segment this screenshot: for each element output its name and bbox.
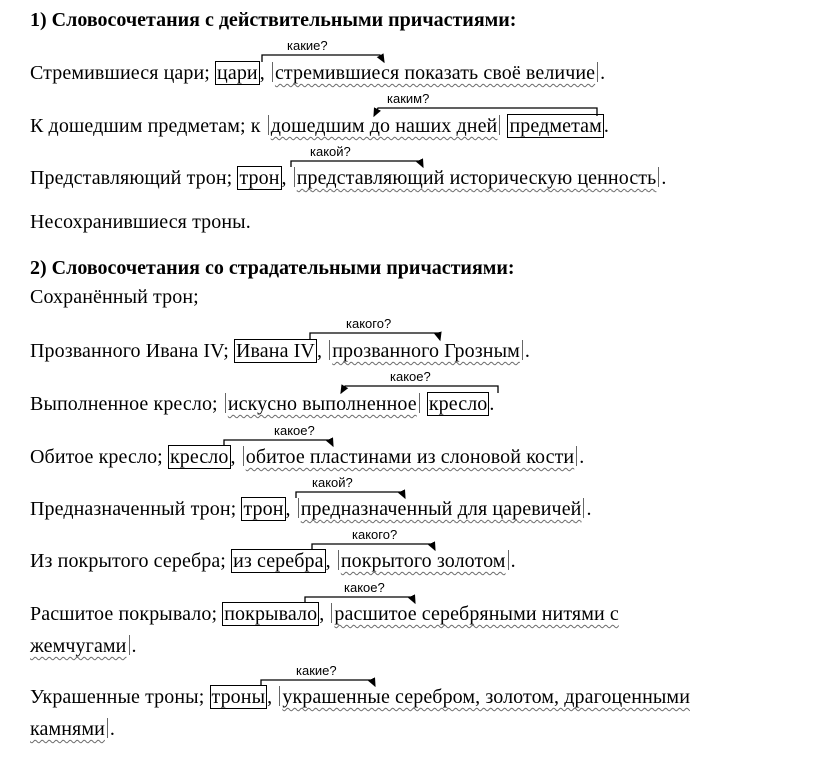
line-s2-1	[30, 286, 199, 309]
question-label: какое?	[390, 369, 431, 384]
main-word-box: кресло	[169, 446, 229, 468]
phrase: Расшитое покрывало;	[30, 603, 218, 625]
phrase: Представляющий трон;	[30, 167, 233, 189]
main-word-box: трон	[243, 498, 284, 520]
section-heading-passive: 2) Словосочетания со страдательными причастиями:	[30, 257, 515, 279]
phrase: Обитое кресло;	[30, 446, 163, 468]
participial-phrase: украшенные серебром, золотом, драгоценными	[282, 686, 690, 708]
line-s2-4: Обитое кресло; кресло , обитое пластинами из слоновой кости .	[30, 446, 585, 468]
participial-phrase: стремившиеся показать своё величие	[274, 62, 596, 84]
participial-phrase: дошедшим до наших дней	[270, 115, 498, 137]
line-s1-3: Представляющий трон; трон , представляющий историческую ценность .	[30, 167, 667, 189]
line-s2-7: Расшитое покрывало; покрывало , расшитое серебряными нитями с	[30, 603, 619, 625]
question-label: какой?	[310, 144, 351, 159]
section-heading-active: 1) Словосочетания с действительными причастиями:	[30, 9, 517, 31]
question-label: какой?	[312, 475, 353, 490]
line-s1-2: К дошедшим предметам; к дошедшим до наших дней предметам .	[30, 115, 610, 137]
question-label: какое?	[274, 423, 315, 438]
main-word-box: цари	[217, 62, 258, 84]
line-s1-1: Стремившиеся цари; цари , стремившиеся показать своё величие .	[30, 62, 606, 84]
participial-phrase: расшитое серебряными нитями с	[334, 603, 619, 625]
phrase: К дошедшим предметам; к	[30, 115, 261, 137]
question-label: какого?	[346, 316, 392, 331]
arrow-s1-l1	[262, 55, 384, 62]
phrase: Из покрытого серебра;	[30, 550, 226, 572]
line-s2-7-cont: жемчугами .	[30, 635, 137, 657]
main-word-box: Ивана IV	[235, 340, 315, 362]
question-label: какого?	[352, 527, 398, 542]
participial-phrase: обитое пластинами из слоновой кости	[245, 446, 575, 468]
participial-phrase: покрытого золотом	[340, 550, 506, 572]
phrase: Стремившиеся цари;	[30, 62, 210, 84]
question-label: какие?	[296, 663, 337, 678]
main-word-box: трон	[239, 167, 280, 189]
phrase: Прозванного Ивана IV;	[30, 340, 229, 362]
question-label: какое?	[344, 580, 385, 595]
participial-phrase: искусно выполненное	[227, 393, 417, 415]
phrase: Сохранённый трон;	[30, 286, 199, 308]
line-s1-4	[30, 211, 251, 234]
arrow-s2-l2	[310, 333, 440, 340]
main-word-box: кресло	[428, 393, 488, 415]
question-label: какие?	[287, 38, 328, 53]
main-word-box: троны	[211, 686, 266, 708]
participial-phrase: представляющий историческую ценность	[296, 167, 657, 189]
main-word-box: покрывало	[224, 603, 318, 625]
participial-phrase: камнями	[30, 718, 105, 740]
line-s2-8-cont: камнями .	[30, 718, 116, 740]
line-s2-8: Украшенные троны; троны , украшенные серебром, золотом, драгоценными	[30, 686, 690, 708]
participial-phrase: прозванного Грозным	[332, 340, 520, 362]
line-s2-2: Прозванного Ивана IV; Ивана IV , прозванного Грозным .	[30, 340, 530, 362]
line-s2-5: Предназначенный трон; трон , предназначенный для царевичей .	[30, 498, 592, 520]
line-s2-6: Из покрытого серебра; из серебра , покрытого золотом .	[30, 550, 516, 572]
phrase: Предназначенный трон;	[30, 498, 237, 520]
phrase: Несохранившиеся троны.	[30, 211, 251, 233]
participial-phrase: жемчугами	[30, 635, 127, 657]
question-label: каким?	[387, 91, 430, 106]
main-word-box: предметам	[509, 115, 602, 137]
participial-phrase: предназначенный для царевичей	[300, 498, 582, 520]
line-s2-3: Выполненное кресло; искусно выполненное кресло .	[30, 393, 495, 415]
main-word-box: из серебра	[233, 550, 324, 572]
phrase: Украшенные троны;	[30, 686, 205, 708]
phrase: Выполненное кресло;	[30, 393, 218, 415]
